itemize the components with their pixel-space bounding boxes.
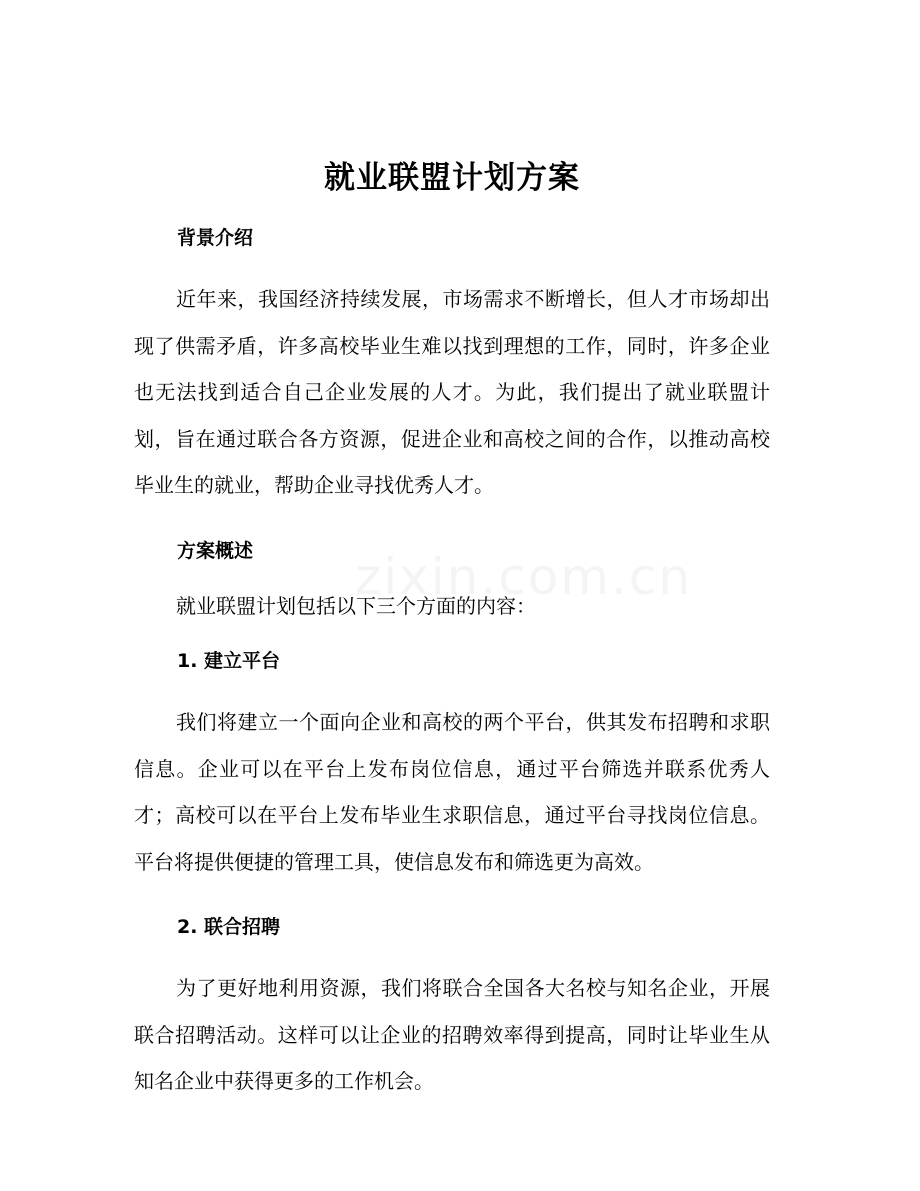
- paragraph-platform: 我们将建立一个面向企业和高校的两个平台，供其发布招聘和求职信息。企业可以在平台上发布岗位信息，通过平台筛选并联系优秀人才；高校可以在平台上发布毕业生求职信息，通过平台寻找岗位信息。平台将提供便捷的管理工具，使信息发布和筛选更为高效。: [134, 710, 770, 874]
- section-heading-background: 背景介绍: [177, 227, 254, 249]
- watermark: zixin.com.cn: [355, 548, 693, 606]
- document-title: 就业联盟计划方案: [324, 160, 580, 196]
- section-heading-recruit: 2. 联合招聘: [177, 916, 281, 938]
- paragraph-background: 近年来，我国经济持续发展，市场需求不断增长，但人才市场却出现了供需矛盾，许多高校毕业生难以找到理想的工作，同时，许多企业也无法找到适合自己企业发展的人才。为此，我们提出了就业联盟计划，旨在通过联合各方资源，促进企业和高校之间的合作，以推动高校毕业生的就业，帮助企业寻找优秀人才。: [134, 287, 770, 497]
- paragraph-recruit: 为了更好地利用资源，我们将联合全国各大名校与知名企业，开展联合招聘活动。这样可以让企业的招聘效率得到提高，同时让毕业生从知名企业中获得更多的工作机会。: [134, 976, 770, 1093]
- document-body: [134, 150, 770, 1105]
- section-heading-platform: 1. 建立平台: [177, 650, 281, 672]
- section-heading-overview: 方案概述: [177, 539, 254, 562]
- paragraph-overview: 就业联盟计划包括以下三个方面的内容：: [176, 593, 536, 618]
